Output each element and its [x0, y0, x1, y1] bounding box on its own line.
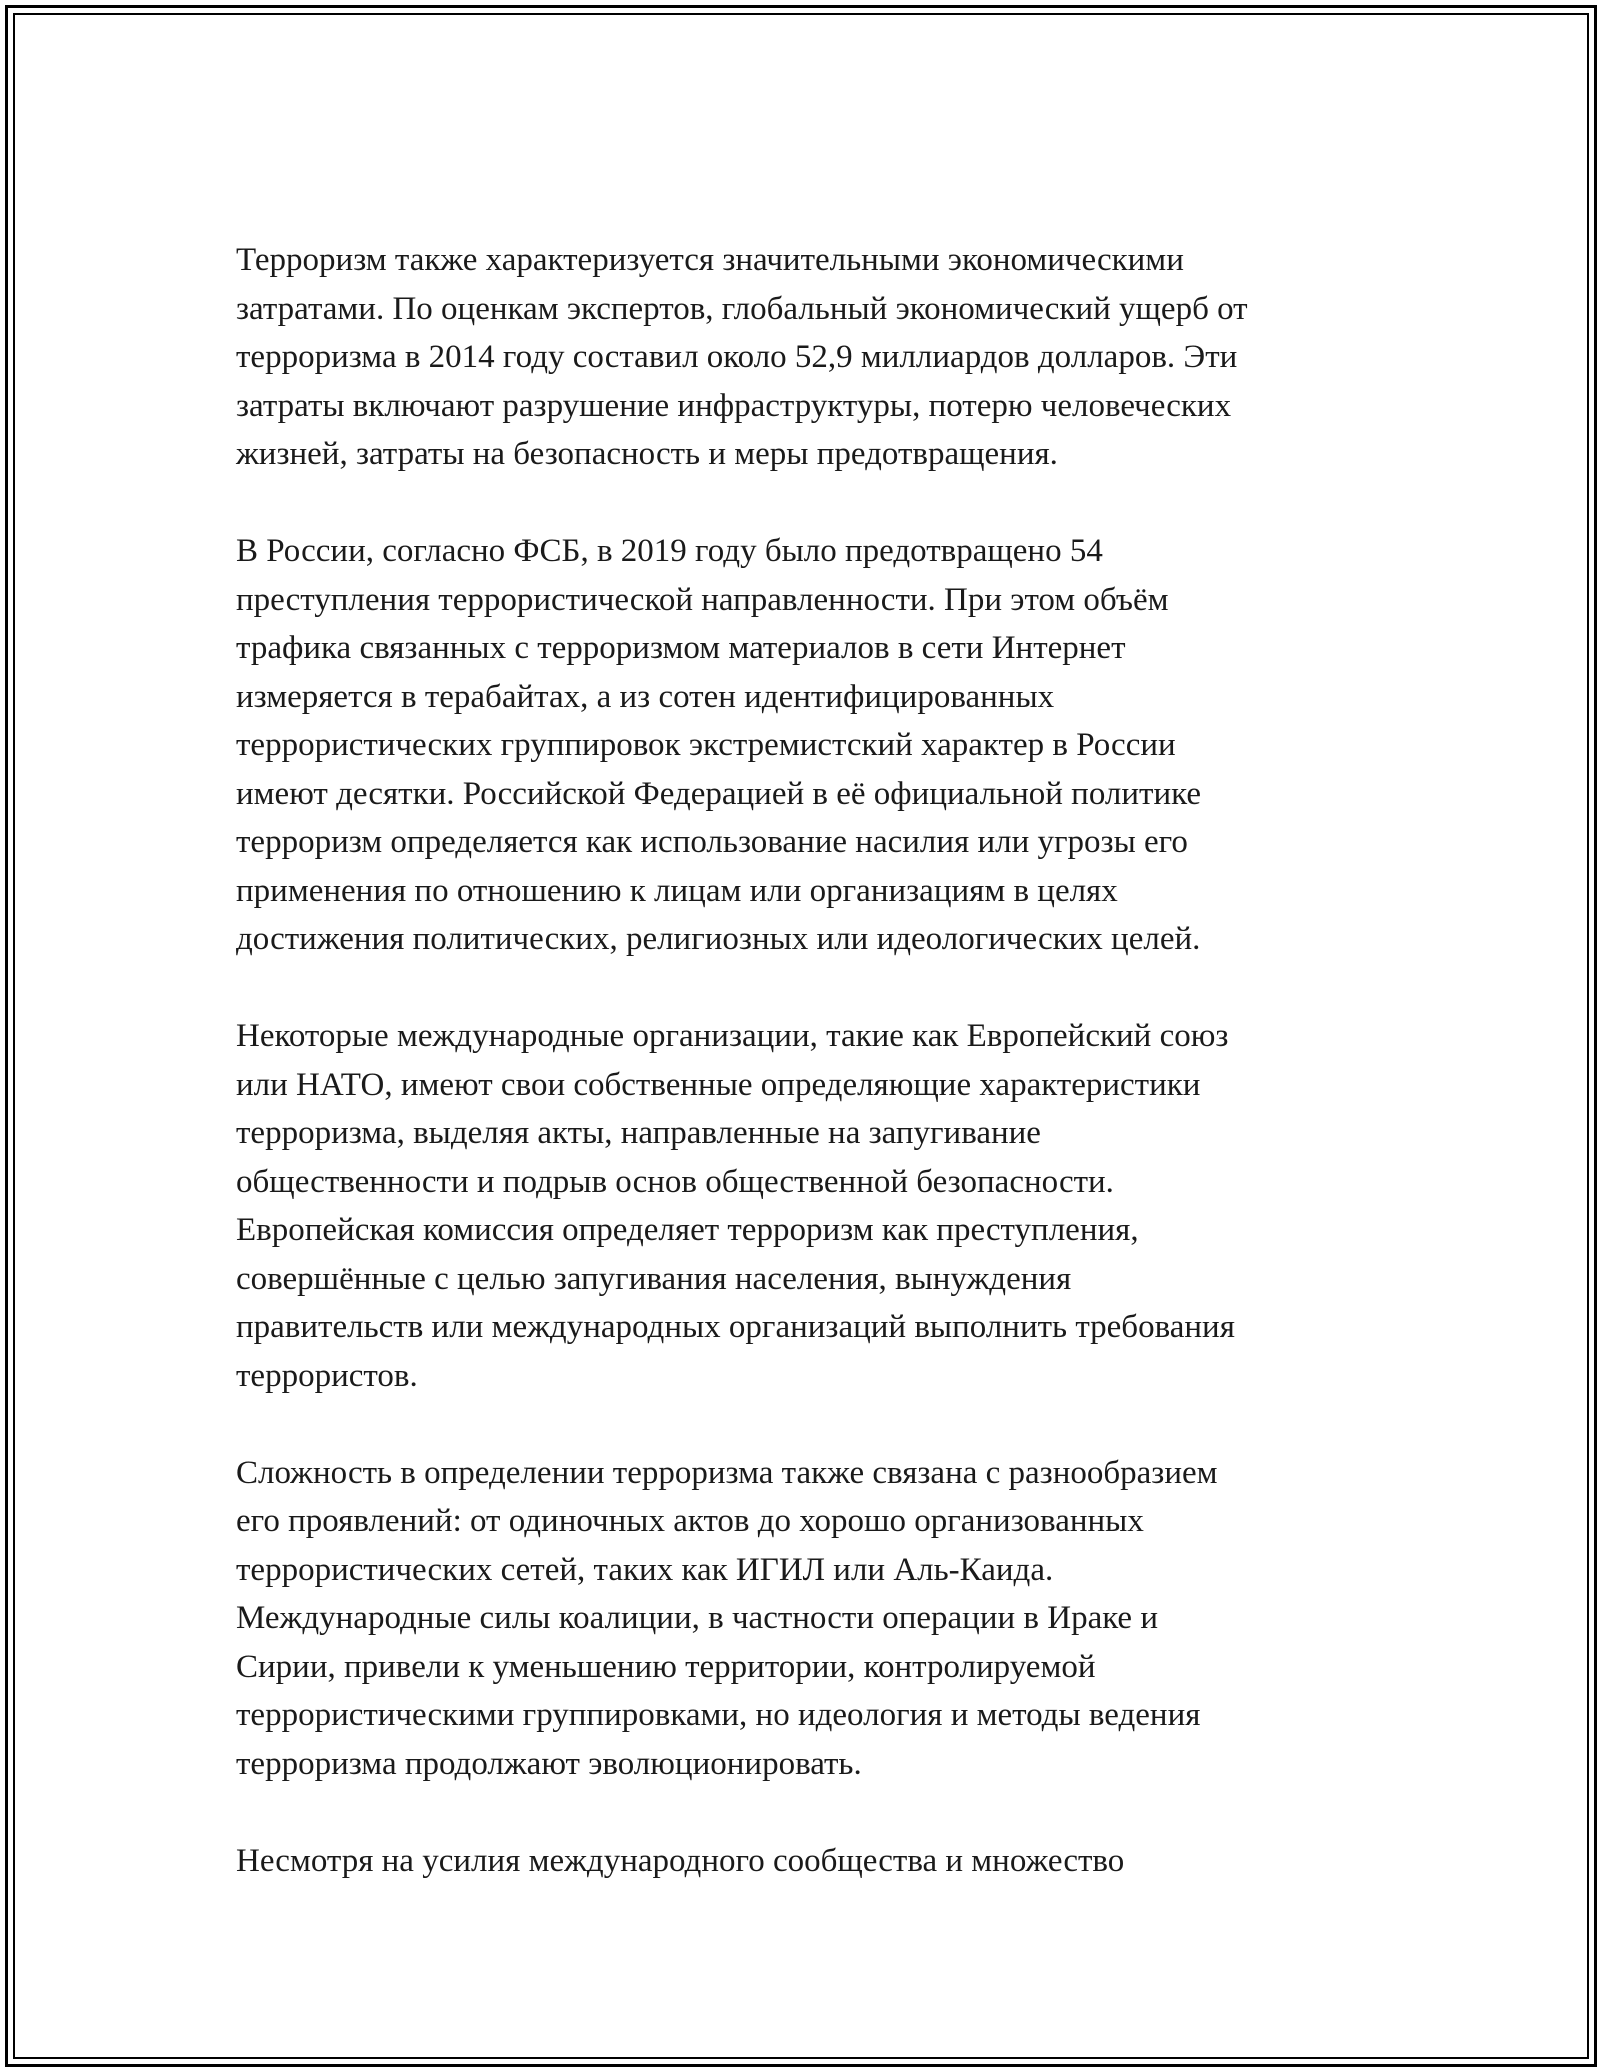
- paragraph-complexity: [236, 1449, 1396, 1789]
- text-line: Европейская комиссия определяет терроризм как преступления,: [236, 1212, 1139, 1248]
- text-line: террористов.: [236, 1357, 418, 1394]
- text-line: или НАТО, имеют свои собственные определяющие характеристики: [236, 1066, 1201, 1103]
- text-line: совершённые с целью запугивания населения, вынуждения: [236, 1260, 1072, 1297]
- text-line: терроризма, выделяя акты, направленные на запугивание: [236, 1115, 1041, 1151]
- document-body: [236, 236, 1396, 1885]
- text-line: Сирии, привели к уменьшению территории, контролируемой: [236, 1648, 1096, 1685]
- text-line: его проявлений: от одиночных актов до хорошо организованных: [236, 1503, 1144, 1539]
- paragraph-russia: [236, 527, 1396, 964]
- text-line: терроризма в 2014 году составил около 52,9 миллиардов долларов. Эти: [236, 339, 1238, 375]
- text-line: преступления террористической направленности. При этом объём: [236, 581, 1169, 618]
- text-line: затраты включают разрушение инфраструктуры, потерю человеческих: [236, 387, 1232, 424]
- text-line: имеют десятки. Российской Федерацией в её официальной политике: [236, 775, 1201, 812]
- text-line: В России, согласно ФСБ, в 2019 году было предотвращено 54: [236, 533, 1103, 569]
- paragraph-economic-costs: [236, 236, 1396, 479]
- text-line: терроризм определяется как использование насилия или угрозы его: [236, 824, 1188, 860]
- text-line: Некоторые международные организации, такие как Европейский союз: [236, 1018, 1229, 1054]
- text-line: террористическими группировками, но идеология и методы ведения: [236, 1697, 1201, 1733]
- text-line: Сложность в определении терроризма также связана с разнообразием: [236, 1454, 1218, 1491]
- text-line: Международные силы коалиции, в частности операции в Ираке и: [236, 1600, 1158, 1636]
- text-line: затратами. По оценкам экспертов, глобальный экономический ущерб от: [236, 290, 1248, 327]
- text-line: применения по отношению к лицам или организациям в целях: [236, 872, 1118, 909]
- text-line: измеряется в терабайтах, а из сотен идентифицированных: [236, 678, 1055, 715]
- text-line: Несмотря на усилия международного сообщества и множество: [236, 1842, 1125, 1879]
- text-line: правительств или международных организаций выполнить требования: [236, 1309, 1235, 1345]
- paragraph-despite-efforts: [236, 1837, 1396, 1886]
- text-line: достижения политических, религиозных или идеологических целей.: [236, 921, 1201, 957]
- text-line: жизней, затраты на безопасность и меры предотвращения.: [236, 436, 1058, 472]
- text-line: террористических сетей, таких как ИГИЛ или Аль-Каида.: [236, 1551, 1054, 1588]
- text-line: терроризма продолжают эволюционировать.: [236, 1745, 862, 1782]
- text-line: трафика связанных с терроризмом материалов в сети Интернет: [236, 630, 1126, 666]
- paragraph-international-organizations: [236, 1012, 1396, 1400]
- text-line: Терроризм также характеризуется значительными экономическими: [236, 242, 1184, 278]
- text-line: террористических группировок экстремистский характер в России: [236, 727, 1176, 763]
- text-line: общественности и подрыв основ общественной безопасности.: [236, 1163, 1114, 1200]
